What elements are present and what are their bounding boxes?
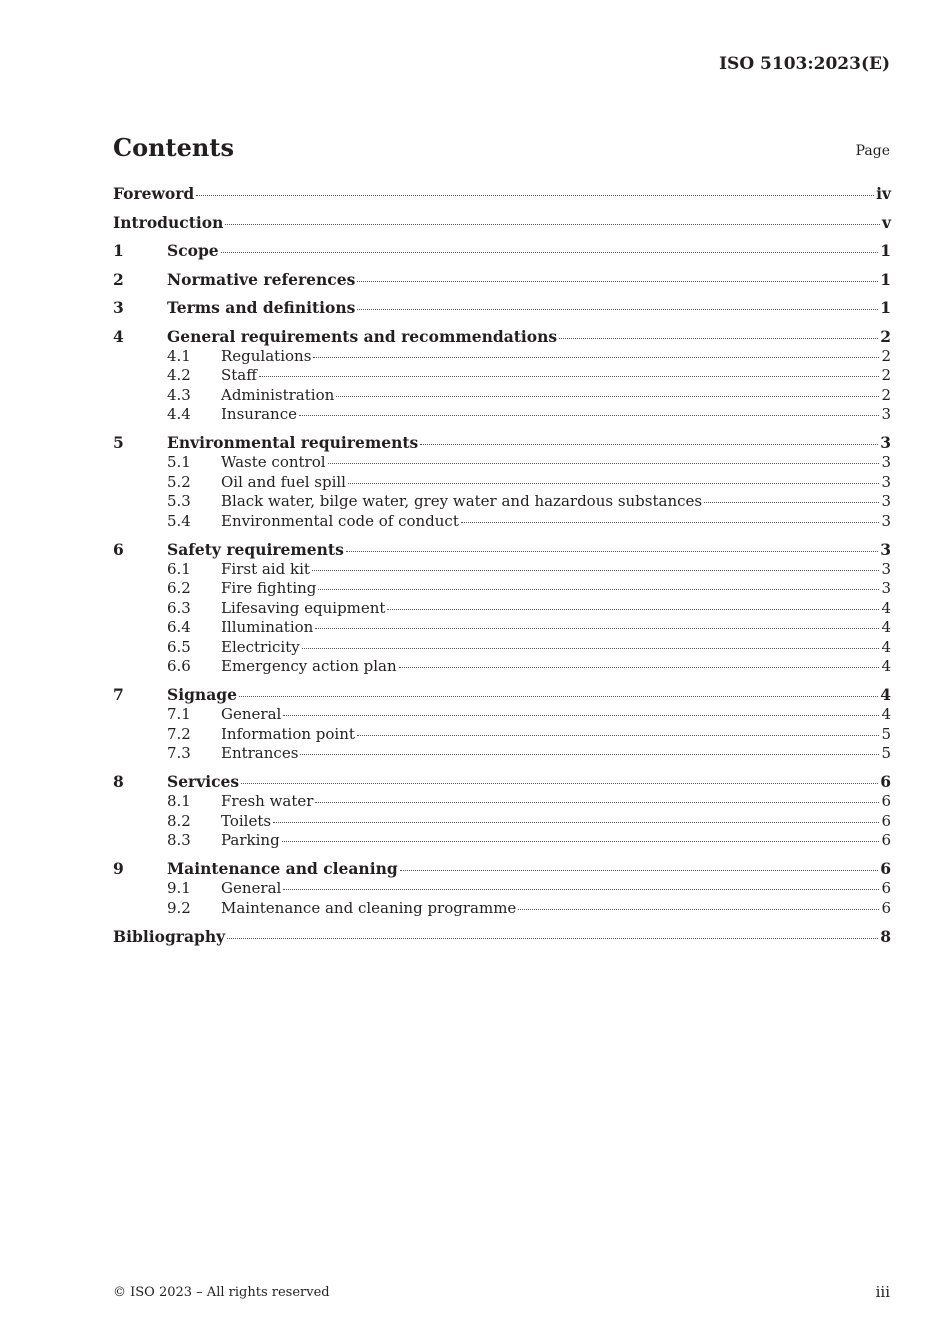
- toc-entry-number: 7.1: [167, 705, 191, 723]
- toc-entry[interactable]: [113, 270, 891, 290]
- toc-entry[interactable]: [113, 241, 891, 261]
- toc-entry-title: Maintenance and cleaning programme: [221, 898, 517, 917]
- toc-entry[interactable]: [113, 599, 891, 619]
- toc-entry[interactable]: [113, 579, 891, 599]
- toc-dot-leader: [400, 870, 879, 871]
- toc-entry-title: General: [221, 879, 282, 897]
- toc-entry[interactable]: [113, 213, 891, 233]
- toc-entry-page: 6: [881, 898, 891, 917]
- toc-dot-leader: [315, 802, 879, 803]
- toc-entry-page: 3: [880, 539, 891, 559]
- toc-entry-title: General: [221, 705, 282, 723]
- toc-entry-page: 3: [880, 433, 891, 452]
- toc-entry-number: 9.2: [167, 898, 191, 917]
- toc-entry-page: 4: [881, 598, 891, 617]
- toc-entry-page: 4: [881, 637, 891, 656]
- toc-entry-number: 1: [113, 241, 124, 260]
- toc-entry[interactable]: [113, 812, 891, 832]
- toc-entry-number: 6.3: [167, 598, 191, 617]
- toc-entry[interactable]: [113, 347, 891, 367]
- toc-entry-title: Services: [167, 772, 240, 791]
- toc-dot-leader: [300, 754, 879, 755]
- toc-entry-title: Illumination: [221, 618, 314, 636]
- toc-dot-leader: [318, 589, 879, 590]
- toc-entry-number: 2: [113, 269, 124, 289]
- toc-entry-page: 1: [880, 298, 891, 317]
- toc-entry-number: 9: [113, 859, 124, 878]
- toc-entry[interactable]: [113, 638, 891, 658]
- toc-entry-page: 6: [881, 879, 891, 897]
- toc-entry-title: Administration: [221, 385, 335, 404]
- toc-entry[interactable]: [113, 540, 891, 560]
- toc-entry[interactable]: [113, 473, 891, 493]
- toc-entry-page: 4: [881, 705, 891, 723]
- toc-entry[interactable]: [113, 560, 891, 580]
- toc-entry-number: 4: [113, 326, 124, 346]
- toc-dot-leader: [302, 648, 880, 649]
- footer-copyright: © ISO 2023 – All rights reserved: [113, 1285, 330, 1300]
- toc-entry-page: 4: [881, 657, 891, 675]
- toc-dot-leader: [313, 357, 879, 358]
- toc-entry-number: 6.5: [167, 637, 191, 656]
- toc-entry-title: Environmental code of conduct: [221, 511, 459, 530]
- footer-page-number: iii: [875, 1283, 890, 1301]
- toc-entry-title: Normative references: [167, 269, 356, 289]
- toc-dot-leader: [346, 551, 878, 552]
- toc-entry-number: 8.2: [167, 811, 191, 830]
- toc-dot-leader: [315, 628, 879, 629]
- toc-entry-page: 3: [881, 453, 891, 471]
- toc-entry-title: Safety requirements: [167, 539, 344, 559]
- toc-entry-number: 6: [113, 539, 124, 559]
- toc-entry-title: Fire fighting: [221, 579, 317, 597]
- toc-entry-title: Terms and definitions: [167, 298, 356, 317]
- toc-entry-title: Fresh water: [221, 792, 314, 810]
- toc-entry[interactable]: [113, 859, 891, 879]
- toc-dot-leader: [420, 444, 878, 445]
- toc-dot-leader: [357, 735, 880, 736]
- toc-entry[interactable]: [113, 453, 891, 473]
- toc-dot-leader: [259, 376, 880, 377]
- toc-entry[interactable]: [113, 618, 891, 638]
- toc-dot-leader: [461, 522, 880, 523]
- toc-entry-number: 8.1: [167, 792, 191, 810]
- toc-entry-title: Environmental requirements: [167, 433, 419, 452]
- toc-entry-page: 3: [881, 579, 891, 597]
- toc-entry-number: 6.4: [167, 618, 191, 636]
- toc-entry-number: 5.2: [167, 472, 191, 491]
- toc-entry[interactable]: [113, 386, 891, 406]
- toc-entry-title: Black water, bilge water, grey water and hazardous substances: [221, 492, 703, 510]
- toc-dot-leader: [387, 609, 879, 610]
- toc-dot-leader: [336, 396, 879, 397]
- toc-entry-number: 7.2: [167, 724, 191, 743]
- toc-entry-page: 6: [881, 831, 891, 849]
- toc-entry-page: 4: [881, 618, 891, 636]
- toc-entry-number: 4.1: [167, 346, 191, 365]
- toc-entry-title: Electricity: [221, 637, 300, 656]
- toc-dot-leader: [227, 938, 878, 939]
- toc-dot-leader: [357, 309, 878, 310]
- toc-dot-leader: [299, 415, 879, 416]
- toc-entry-page: 3: [881, 492, 891, 510]
- toc-entry-page: 2: [880, 326, 891, 346]
- toc-entry[interactable]: [113, 685, 891, 705]
- toc-dot-leader: [357, 281, 878, 282]
- toc-entry-number: 4.3: [167, 385, 191, 404]
- toc-dot-leader: [283, 715, 879, 716]
- toc-entry-title: Emergency action plan: [221, 657, 397, 675]
- toc-dot-leader: [196, 195, 874, 196]
- toc-entry[interactable]: [113, 772, 891, 792]
- toc-dot-leader: [348, 483, 879, 484]
- toc-dot-leader: [239, 696, 878, 697]
- toc-entry[interactable]: [113, 184, 891, 204]
- toc-entry-page: 3: [881, 511, 891, 530]
- toc-entry-page: 8: [880, 926, 891, 946]
- toc-entry-page: 6: [881, 811, 891, 830]
- toc-entry-number: 5.4: [167, 511, 191, 530]
- toc-entry-title: Waste control: [221, 453, 326, 471]
- toc-entry[interactable]: [113, 327, 891, 347]
- toc-entry[interactable]: [113, 405, 891, 425]
- toc-entry[interactable]: [113, 792, 891, 812]
- toc-entry-page: 2: [881, 366, 891, 384]
- toc-dot-leader: [399, 667, 880, 668]
- toc-entry-page: v: [881, 212, 891, 232]
- toc-entry-number: 5: [113, 433, 124, 452]
- toc-entry-page: iv: [876, 184, 891, 203]
- toc-entry-title: Insurance: [221, 405, 297, 423]
- toc-entry-page: 5: [881, 724, 891, 743]
- toc-entry-title: Foreword: [113, 184, 195, 203]
- toc-entry-page: 6: [880, 772, 891, 791]
- toc-entry-number: 3: [113, 298, 124, 317]
- toc-entry-title: Bibliography: [113, 926, 226, 946]
- toc-dot-leader: [328, 463, 880, 464]
- toc-entry-page: 6: [881, 792, 891, 810]
- toc-entry-number: 5.3: [167, 492, 191, 510]
- toc-entry-number: 5.1: [167, 453, 191, 471]
- toc-entry-page: 1: [880, 269, 891, 289]
- toc-dot-leader: [312, 570, 880, 571]
- contents-title: Contents: [113, 133, 234, 162]
- toc-dot-leader: [518, 909, 879, 910]
- toc-entry-title: Regulations: [221, 346, 312, 365]
- toc-entry[interactable]: [113, 298, 891, 318]
- toc-entry-number: 6.2: [167, 579, 191, 597]
- toc-entry-title: Oil and fuel spill: [221, 472, 346, 491]
- toc-entry-page: 5: [881, 744, 891, 762]
- toc-entry-number: 8.3: [167, 831, 191, 849]
- toc-entry-number: 7.3: [167, 744, 191, 762]
- toc-entry[interactable]: [113, 927, 891, 947]
- toc-entry[interactable]: [113, 366, 891, 386]
- toc-dot-leader: [221, 252, 879, 253]
- toc-entry-title: Introduction: [113, 212, 224, 232]
- toc-entry-page: 3: [881, 405, 891, 423]
- toc-entry-number: 6.1: [167, 559, 191, 578]
- toc-entry-title: First aid kit: [221, 559, 310, 578]
- toc-entry-title: Scope: [167, 241, 219, 260]
- table-of-contents: [113, 184, 891, 947]
- toc-entry[interactable]: [113, 831, 891, 851]
- toc-dot-leader: [283, 889, 879, 890]
- toc-entry-page: 2: [881, 346, 891, 365]
- toc-entry-title: Toilets: [221, 811, 272, 830]
- toc-dot-leader: [559, 338, 878, 339]
- toc-entry-page: 6: [880, 859, 891, 878]
- toc-entry[interactable]: [113, 492, 891, 512]
- toc-entry-number: 8: [113, 772, 124, 791]
- toc-dot-leader: [704, 502, 879, 503]
- toc-entry[interactable]: [113, 512, 891, 532]
- toc-entry-page: 3: [881, 472, 891, 491]
- toc-entry-number: 7: [113, 685, 124, 704]
- toc-dot-leader: [241, 783, 878, 784]
- page-column-label: Page: [855, 143, 890, 159]
- toc-dot-leader: [282, 841, 880, 842]
- toc-entry-page: 1: [880, 241, 891, 260]
- toc-entry-page: 4: [880, 685, 891, 704]
- toc-entry[interactable]: [113, 899, 891, 919]
- toc-entry-title: General requirements and recommendations: [167, 326, 558, 346]
- toc-entry-number: 9.1: [167, 879, 191, 897]
- toc-entry-title: Entrances: [221, 744, 299, 762]
- toc-entry-title: Maintenance and cleaning: [167, 859, 398, 878]
- toc-entry-title: Lifesaving equipment: [221, 598, 386, 617]
- toc-entry-title: Parking: [221, 831, 280, 849]
- toc-entry-title: Staff: [221, 366, 257, 384]
- toc-entry[interactable]: [113, 433, 891, 453]
- toc-dot-leader: [273, 822, 879, 823]
- toc-entry[interactable]: [113, 705, 891, 725]
- document-id: ISO 5103:2023(E): [719, 54, 890, 74]
- toc-entry-number: 6.6: [167, 657, 191, 675]
- toc-entry-title: Information point: [221, 724, 355, 743]
- toc-entry[interactable]: [113, 879, 891, 899]
- toc-dot-leader: [225, 224, 880, 225]
- toc-entry[interactable]: [113, 725, 891, 745]
- toc-entry[interactable]: [113, 744, 891, 764]
- toc-entry-number: 4.4: [167, 405, 191, 423]
- toc-entry-number: 4.2: [167, 366, 191, 384]
- toc-entry[interactable]: [113, 657, 891, 677]
- toc-entry-page: 2: [881, 385, 891, 404]
- toc-entry-page: 3: [881, 559, 891, 578]
- toc-entry-title: Signage: [167, 685, 237, 704]
